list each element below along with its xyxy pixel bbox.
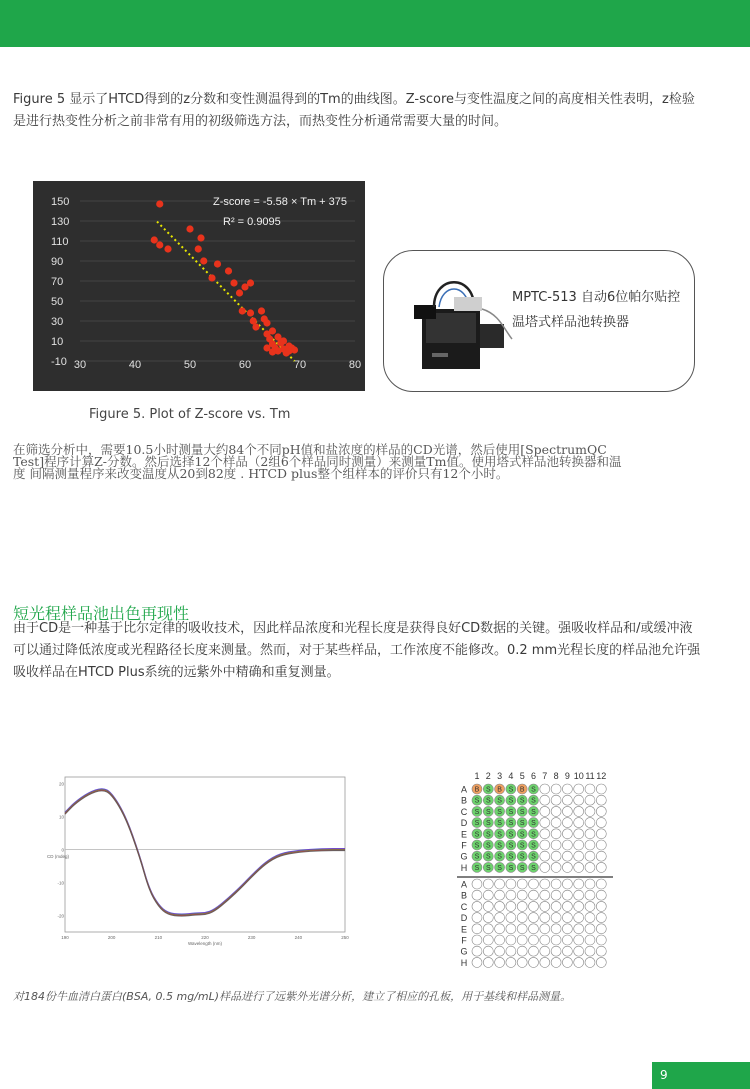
well (483, 879, 493, 889)
data-point (200, 257, 207, 264)
well (562, 851, 572, 861)
well (540, 840, 550, 850)
data-point (156, 241, 163, 248)
data-point (236, 289, 243, 296)
well-label: S (508, 831, 514, 839)
x-tick-label: 240 (294, 935, 303, 940)
well (574, 818, 584, 828)
well (585, 840, 595, 850)
well (472, 946, 482, 956)
well (540, 862, 550, 872)
plate-row-label: C (460, 901, 468, 912)
well-label: S (497, 831, 502, 839)
x-tick-label: 190 (61, 935, 69, 940)
paragraph-figure5-intro: Figure 5 显示了HTCD得到的z分数和变性测温得到的Tm的曲线图。Z-score与变性温度之间的高度相关性表明，z检验是进行热变性分析之前非常有用的初级筛选方法，而热变性分析通常需要大量的时间。 (13, 92, 695, 129)
well (540, 851, 550, 861)
well-label: S (474, 853, 480, 861)
well (551, 806, 561, 816)
plate-column-label: 7 (542, 771, 548, 781)
plate-column-label: 1 (474, 771, 480, 781)
well-label: S (485, 853, 491, 861)
well (596, 957, 606, 967)
well (506, 901, 516, 911)
plate-column-label: 10 (573, 771, 584, 781)
well (596, 862, 606, 872)
well-label: S (531, 831, 536, 839)
well (585, 913, 595, 923)
well-label: S (497, 864, 502, 872)
y-tick-label: 0 (61, 847, 64, 853)
well (574, 862, 584, 872)
well (551, 851, 561, 861)
paragraph-screening (13, 444, 703, 480)
data-point (269, 327, 276, 334)
well (517, 879, 527, 889)
well (551, 946, 561, 956)
well (517, 957, 527, 967)
y-tick-label: 150 (51, 196, 70, 208)
well (472, 957, 482, 967)
x-tick-label: 70 (293, 359, 307, 371)
well (596, 924, 606, 934)
well (506, 890, 516, 900)
well (529, 957, 539, 967)
well (585, 818, 595, 828)
well-label: S (474, 831, 480, 839)
well (596, 818, 606, 828)
y-tick-label: 20 (58, 781, 64, 787)
well (551, 818, 561, 828)
well (551, 890, 561, 900)
data-point (269, 348, 276, 355)
data-point (263, 319, 270, 326)
well-label: B (497, 786, 502, 794)
well (506, 935, 516, 945)
well (585, 935, 595, 945)
well-label: S (497, 797, 502, 805)
data-point (247, 309, 254, 316)
plate-row-label: H (460, 862, 468, 873)
well (574, 806, 584, 816)
y-tick-label: 10 (58, 814, 64, 820)
well (517, 935, 527, 945)
data-point (195, 245, 202, 252)
well (472, 935, 482, 945)
plate-row-label: F (461, 935, 467, 946)
well (551, 879, 561, 889)
data-point (258, 307, 265, 314)
data-point (197, 234, 204, 241)
well-label: S (519, 853, 525, 861)
plate-row-label: A (460, 879, 468, 890)
well (540, 829, 550, 839)
well (540, 806, 550, 816)
well (540, 913, 550, 923)
well-label: S (474, 797, 480, 805)
well-label: S (474, 808, 480, 816)
well (495, 946, 505, 956)
well-label: S (508, 797, 514, 805)
well (551, 924, 561, 934)
well (574, 957, 584, 967)
plot-frame (65, 777, 345, 932)
well (495, 901, 505, 911)
data-point (186, 225, 193, 232)
well (585, 901, 595, 911)
x-tick-label: 200 (107, 935, 116, 940)
y-axis-label: CD (mdeg) (47, 854, 70, 859)
well (574, 851, 584, 861)
y-tick-label: 70 (51, 276, 64, 288)
data-point (280, 337, 287, 344)
well (483, 924, 493, 934)
well (574, 795, 584, 805)
x-tick-label: 210 (154, 935, 163, 940)
device-label: MPTC-513 自动6位帕尔贴控温塔式样品池转换器 (512, 290, 681, 330)
well (540, 957, 550, 967)
well-label: S (485, 808, 491, 816)
well (506, 946, 516, 956)
well (495, 935, 505, 945)
plate-row-label: D (460, 913, 468, 924)
well (495, 913, 505, 923)
data-point (156, 200, 163, 207)
well-label: S (519, 797, 525, 805)
well-label: S (531, 808, 536, 816)
bottom-caption: 对184份牛血清白蛋白(BSA, 0.5 mg/mL)样品进行了远紫外光谱分析，建立了相应的孔板，用于基线和样品测量。 (13, 990, 572, 1003)
well-plate-diagram (455, 768, 615, 973)
well (495, 924, 505, 934)
plate-row-label: F (461, 840, 467, 851)
well (585, 784, 595, 794)
y-tick-label: 30 (51, 316, 64, 328)
x-tick-label: 50 (183, 359, 197, 371)
well (596, 935, 606, 945)
plate-column-label: 5 (519, 771, 525, 781)
plate-row-label: G (460, 851, 468, 862)
well (585, 806, 595, 816)
well (596, 879, 606, 889)
well (562, 829, 572, 839)
well (562, 924, 572, 934)
well (585, 851, 595, 861)
well (495, 890, 505, 900)
well (574, 829, 584, 839)
cd-spectrum-chart (47, 772, 355, 947)
well (551, 862, 561, 872)
plate-column-label: 6 (530, 771, 537, 781)
plate-row-label: H (460, 957, 468, 968)
paragraph-short-pathlength: 由于CD是一种基于比尔定律的吸收技术，因此样品浓度和光程长度是获得良好CD数据的关键。强吸收样品和/或缓冲液可以通过降低浓度或光程路径长度来测量。然而，对于某些样品，工作浓度不能修改。0.2 mm光程长度的样品池允许强吸收样品在HTCD Plus系统的远紫外中精确和重复测量。 (13, 621, 701, 680)
well (596, 840, 606, 850)
well (529, 901, 539, 911)
well (574, 901, 584, 911)
well-label: S (485, 786, 491, 794)
well (517, 924, 527, 934)
well (551, 829, 561, 839)
well-label: S (485, 820, 491, 828)
well (596, 946, 606, 956)
well (596, 851, 606, 861)
well (551, 840, 561, 850)
x-tick-label: 230 (247, 935, 256, 940)
well-label: S (519, 808, 525, 816)
well (517, 901, 527, 911)
figure5-caption: Figure 5. Plot of Z-score vs. Tm (89, 407, 291, 422)
data-point (225, 267, 232, 274)
well (596, 806, 606, 816)
well (506, 879, 516, 889)
x-tick-label: 30 (73, 359, 87, 371)
data-point (230, 279, 237, 286)
well-label: S (508, 786, 514, 794)
well-label: S (497, 853, 502, 861)
well-label: S (531, 820, 536, 828)
well (540, 818, 550, 828)
spectrum-line (65, 791, 345, 916)
y-tick-label: -10 (57, 880, 64, 886)
well (495, 879, 505, 889)
well (562, 957, 572, 967)
x-tick-label: 220 (201, 935, 209, 940)
y-tick-label: 90 (51, 256, 64, 268)
well (472, 901, 482, 911)
well (562, 879, 572, 889)
well-label: S (485, 842, 491, 850)
data-point (291, 346, 298, 353)
well (585, 795, 595, 805)
y-tick-label: 10 (51, 336, 64, 348)
well (551, 795, 561, 805)
well (562, 862, 572, 872)
data-point (151, 236, 158, 243)
well (574, 890, 584, 900)
y-tick-label: 130 (51, 216, 70, 228)
well-label: S (497, 820, 502, 828)
well (551, 913, 561, 923)
well (506, 924, 516, 934)
r-squared: R² = 0.9095 (223, 216, 281, 228)
well (540, 946, 550, 956)
well (562, 913, 572, 923)
well-label: S (508, 864, 514, 872)
plate-column-label: 11 (585, 771, 595, 781)
well (540, 784, 550, 794)
data-point (252, 323, 259, 330)
well (562, 806, 572, 816)
well (483, 913, 493, 923)
well (562, 901, 572, 911)
device-callout (383, 250, 695, 392)
data-point (239, 307, 246, 314)
x-tick-label: 250 (341, 935, 349, 940)
plate-row-label: E (460, 829, 468, 840)
data-point (214, 260, 221, 267)
plate-row-label: D (460, 818, 468, 829)
well-label: S (508, 842, 514, 850)
x-tick-label: 60 (238, 359, 252, 371)
well (574, 913, 584, 923)
well (596, 890, 606, 900)
screening-line-3: 度 间隔测量程序来改变温度从20到82度 . HTCD plus整个组样本的评价只有12个小时。 (13, 466, 509, 481)
well-label: S (508, 820, 514, 828)
zscore-chart (33, 181, 365, 391)
well (506, 957, 516, 967)
well (596, 784, 606, 794)
well-label: S (497, 808, 502, 816)
plate-row-label: E (460, 924, 468, 935)
well (585, 862, 595, 872)
plate-column-label: 8 (553, 771, 559, 781)
y-tick-label: -10 (51, 356, 67, 368)
well-label: S (508, 853, 514, 861)
y-tick-label: -20 (57, 913, 64, 919)
plate-row-label: A (460, 784, 468, 795)
well (540, 924, 550, 934)
well-label: S (519, 842, 525, 850)
well (551, 901, 561, 911)
y-tick-label: 50 (51, 296, 64, 308)
data-point (164, 245, 171, 252)
well (562, 935, 572, 945)
data-point (208, 274, 215, 281)
well-label: S (531, 842, 536, 850)
well (574, 946, 584, 956)
well (574, 879, 584, 889)
well-label: S (474, 820, 480, 828)
well (540, 935, 550, 945)
x-axis-label: Wavelength (nm) (187, 941, 223, 946)
well-label: S (485, 864, 491, 872)
well-label: S (508, 808, 514, 816)
well-label: B (474, 786, 480, 794)
well-label: S (531, 797, 536, 805)
well (585, 879, 595, 889)
plate-row-label: B (460, 795, 468, 806)
well (574, 935, 584, 945)
well (585, 924, 595, 934)
plate-column-label: 4 (508, 771, 514, 781)
plate-row-label: B (460, 890, 468, 901)
page-number: 9 (652, 1062, 750, 1089)
well (574, 784, 584, 794)
plate-column-label: 2 (485, 771, 491, 781)
well-label: S (519, 831, 525, 839)
well-label: S (531, 786, 536, 794)
well (483, 935, 493, 945)
well-label: S (474, 864, 480, 872)
well (562, 840, 572, 850)
screening-line-1: 在筛选分析中，需要10.5小时测量大约84个不同pH值和盐浓度的样品的CD光谱，然后使用[SpectrumQC (13, 442, 607, 457)
well-label: S (485, 797, 491, 805)
well (517, 913, 527, 923)
well (585, 946, 595, 956)
well (540, 890, 550, 900)
well (596, 901, 606, 911)
well (562, 784, 572, 794)
x-tick-label: 80 (348, 359, 362, 371)
well-label: S (519, 820, 525, 828)
well-label: B (519, 786, 525, 794)
top-banner (0, 0, 750, 47)
regression-equation: Z-score = -5.58 × Tm + 375 (213, 196, 347, 208)
plate-row-label: G (460, 946, 468, 957)
well (585, 890, 595, 900)
zscore-chart-svg (33, 181, 365, 391)
plate-column-label: 12 (596, 771, 607, 781)
y-tick-label: 110 (51, 236, 69, 248)
well (574, 924, 584, 934)
well (495, 957, 505, 967)
x-tick-label: 40 (128, 359, 142, 371)
well (540, 901, 550, 911)
well (574, 840, 584, 850)
well (472, 890, 482, 900)
well (483, 901, 493, 911)
well (551, 784, 561, 794)
trendline (157, 222, 295, 362)
well-label: S (485, 831, 491, 839)
spectrum-line (65, 790, 345, 915)
screening-line-2: Test]程序计算Z-分数。然后选择12个样品（2组6个样品同时测量）来测量Tm值。使用塔式样品池转换器和温 (13, 454, 622, 469)
well (517, 946, 527, 956)
well (483, 957, 493, 967)
well (585, 957, 595, 967)
plate-column-label: 3 (497, 771, 503, 781)
plate-column-label: 9 (564, 771, 570, 781)
well (529, 924, 539, 934)
well (562, 795, 572, 805)
well (540, 879, 550, 889)
well-label: S (519, 864, 525, 872)
well (472, 924, 482, 934)
well-label: S (497, 842, 502, 850)
well (529, 946, 539, 956)
well-label: S (531, 853, 536, 861)
well (562, 818, 572, 828)
well (506, 913, 516, 923)
well (529, 890, 539, 900)
well (529, 913, 539, 923)
well (483, 890, 493, 900)
well (562, 946, 572, 956)
well (551, 957, 561, 967)
well (472, 913, 482, 923)
well (517, 890, 527, 900)
well (596, 913, 606, 923)
well (472, 879, 482, 889)
well (562, 890, 572, 900)
plate-row-label: C (460, 806, 468, 817)
section-title: 短光程样品池出色再现性 (13, 604, 190, 623)
well (483, 946, 493, 956)
well-label: S (474, 842, 480, 850)
well (596, 829, 606, 839)
well (540, 795, 550, 805)
data-point (247, 279, 254, 286)
well (529, 879, 539, 889)
well (585, 829, 595, 839)
well (596, 795, 606, 805)
well-label: S (531, 864, 536, 872)
cell-changer-image (404, 269, 514, 374)
well (529, 935, 539, 945)
well (551, 935, 561, 945)
